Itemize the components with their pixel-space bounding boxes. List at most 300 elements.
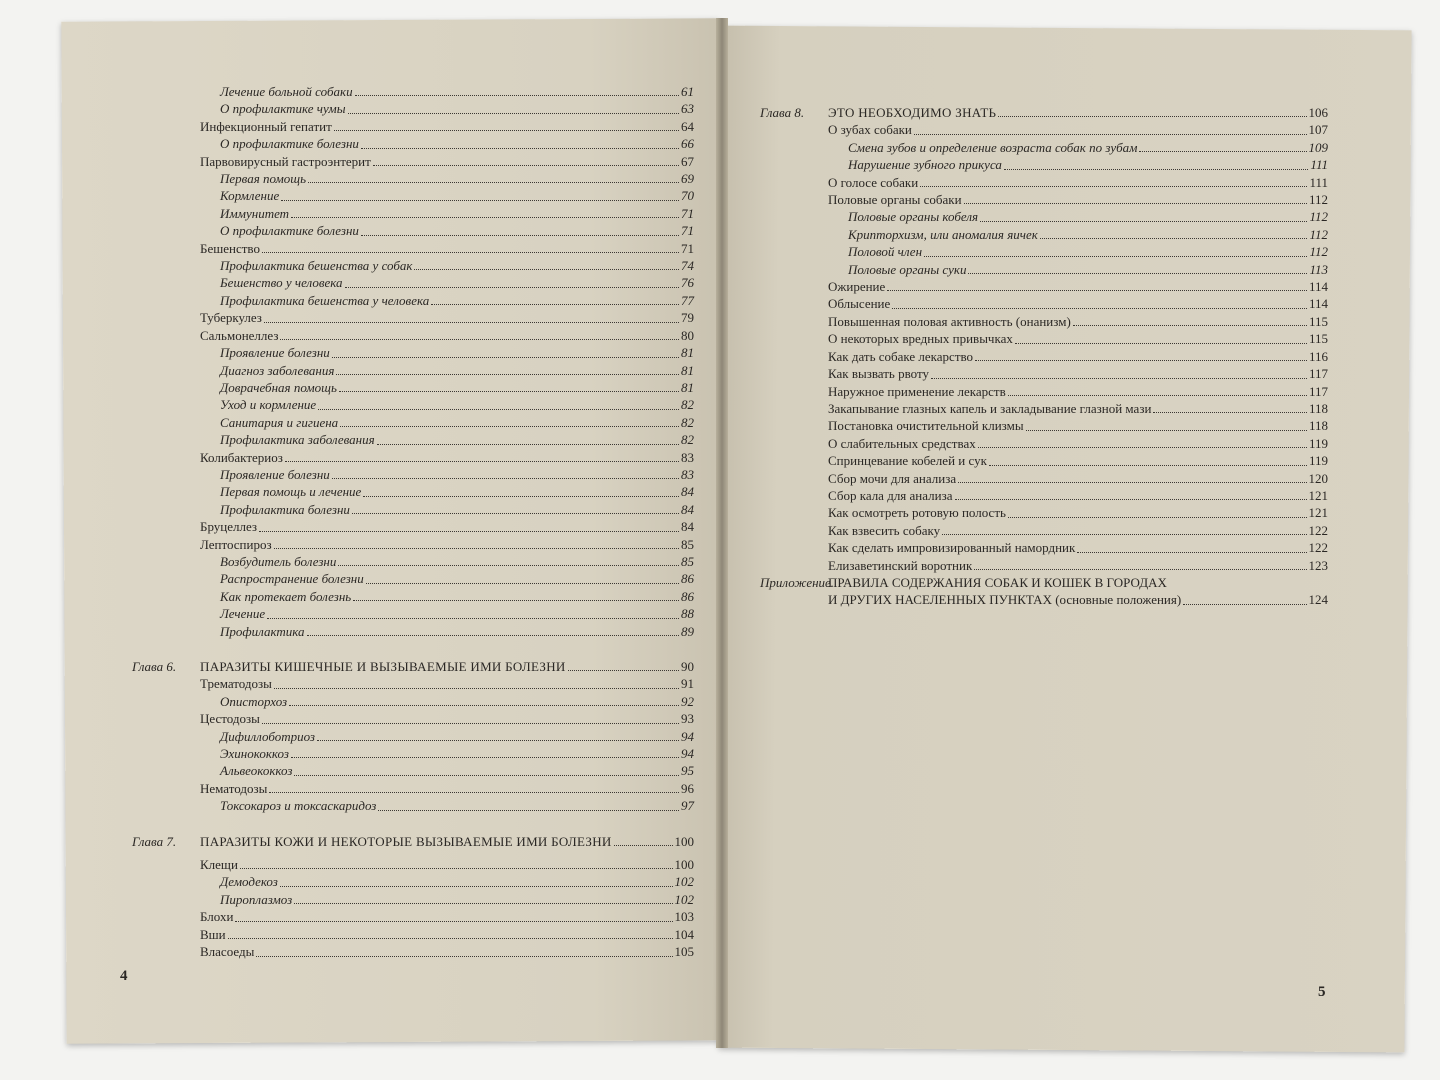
entry-title: Бешенство xyxy=(200,240,260,256)
page-ref: 81 xyxy=(681,379,694,395)
entry-title: Профилактика бешенства у человека xyxy=(220,292,430,308)
dot-leader xyxy=(1073,314,1307,326)
page-ref: 112 xyxy=(1309,244,1328,260)
toc-subsection xyxy=(132,170,694,187)
toc-section xyxy=(760,400,1328,417)
dot-leader xyxy=(363,485,679,497)
toc-section xyxy=(760,365,1328,382)
dot-leader xyxy=(892,297,1307,309)
dot-leader xyxy=(361,224,679,236)
page-ref: 123 xyxy=(1308,557,1328,573)
toc-subsection xyxy=(132,344,694,361)
page-ref: 89 xyxy=(681,623,694,639)
chapter-heading xyxy=(132,658,694,675)
dot-leader xyxy=(614,834,673,846)
entry-title: Закапывание глазных капель и закладывание глазной мази xyxy=(828,400,1152,416)
dot-leader xyxy=(887,279,1307,291)
appendix-heading xyxy=(760,574,1328,591)
toc-subsection xyxy=(132,466,694,483)
entry-title: Парвовирусный гастроэнтерит xyxy=(200,153,371,169)
toc-section xyxy=(760,191,1328,208)
dot-leader xyxy=(262,241,679,253)
dot-leader xyxy=(281,189,679,201)
toc-section xyxy=(132,856,694,873)
dot-leader xyxy=(256,945,672,957)
entry-title: Сбор кала для анализа xyxy=(828,487,953,503)
toc-subsection xyxy=(760,243,1328,260)
page-ref: 97 xyxy=(681,798,694,814)
page-ref: 103 xyxy=(674,909,694,925)
dot-leader xyxy=(280,328,679,340)
entry-title: Проявление болезни xyxy=(220,466,330,482)
toc-section xyxy=(760,383,1328,400)
appendix-title-line1: ПРАВИЛА СОДЕРЖАНИЯ СОБАК И КОШЕК В ГОРОДАХ xyxy=(828,574,1167,590)
page-ref: 105 xyxy=(674,944,694,960)
dot-leader xyxy=(340,415,679,427)
page-ref: 85 xyxy=(681,553,694,569)
dot-leader xyxy=(294,892,672,904)
entry-title: Профилактика болезни xyxy=(220,501,350,517)
chapter-title: ПАРАЗИТЫ КИШЕЧНЫЕ И ВЫЗЫВАЕМЫЕ ИМИ БОЛЕЗНИ xyxy=(200,659,566,674)
page-ref: 67 xyxy=(681,153,694,169)
page-ref: 80 xyxy=(681,327,694,343)
dot-leader xyxy=(920,175,1307,187)
entry-title: Клещи xyxy=(200,857,238,873)
entry-title: Первая помощь xyxy=(220,171,307,187)
dot-leader xyxy=(336,363,679,375)
entry-title: Постановка очистительной клизмы xyxy=(828,418,1024,434)
entry-title: О слабительных средствах xyxy=(828,435,976,451)
entry-title: Бешенство у человека xyxy=(220,275,343,291)
page-ref: 106 xyxy=(1308,105,1328,120)
toc-subsection xyxy=(132,187,694,204)
toc-section xyxy=(760,539,1328,556)
page-ref: 91 xyxy=(681,676,694,692)
toc-section xyxy=(132,153,694,170)
page-ref: 76 xyxy=(681,275,694,291)
entry-title: Как сделать импровизированный намордник xyxy=(828,540,1076,556)
entry-title: Эхинококкоз xyxy=(220,746,289,762)
page-ref: 86 xyxy=(681,571,694,587)
toc-subsection xyxy=(132,553,694,570)
page-ref: 100 xyxy=(674,857,694,873)
dot-leader xyxy=(377,433,679,445)
dot-leader xyxy=(355,84,679,96)
dot-leader xyxy=(1008,384,1307,396)
page-ref: 119 xyxy=(1308,435,1328,451)
page-ref: 119 xyxy=(1308,453,1328,469)
entry-title: Инфекционный гепатит xyxy=(200,118,332,134)
dot-leader xyxy=(274,677,679,689)
dot-leader xyxy=(978,436,1307,448)
page-ref: 117 xyxy=(1308,383,1328,399)
dot-leader xyxy=(338,554,679,566)
chapter-label: Глава 6. xyxy=(132,659,177,674)
toc-left xyxy=(132,83,694,961)
page-ref: 94 xyxy=(681,746,694,762)
dot-leader xyxy=(989,454,1307,466)
page-ref: 112 xyxy=(1308,192,1328,208)
toc-section xyxy=(760,121,1328,138)
dot-leader xyxy=(924,245,1307,257)
dot-leader xyxy=(332,346,679,358)
entry-title: Цестодозы xyxy=(200,711,260,727)
page-ref: 82 xyxy=(681,414,694,430)
toc-subsection xyxy=(760,208,1328,225)
dot-leader xyxy=(1183,593,1306,605)
page-ref: 64 xyxy=(681,118,694,134)
dot-leader xyxy=(240,857,673,869)
toc-subsection xyxy=(132,693,694,710)
toc-section xyxy=(760,452,1328,469)
entry-title: Уход и кормление xyxy=(220,397,317,413)
toc-subsection xyxy=(760,156,1328,173)
toc-subsection xyxy=(132,274,694,291)
toc-subsection xyxy=(132,501,694,518)
entry-title: Токсокароз и токсаскаридоз xyxy=(220,798,377,814)
page-ref: 95 xyxy=(681,763,694,779)
toc-subsection xyxy=(132,292,694,309)
toc-section xyxy=(760,174,1328,191)
entry-title: О зубах собаки xyxy=(828,122,912,138)
page-ref: 83 xyxy=(681,449,694,465)
page-ref: 107 xyxy=(1308,122,1328,138)
toc-subsection xyxy=(132,135,694,152)
dot-leader xyxy=(267,607,679,619)
dot-leader xyxy=(975,349,1307,361)
page-ref: 96 xyxy=(681,780,694,796)
page-ref: 111 xyxy=(1310,157,1328,173)
entry-title: Половые органы собаки xyxy=(828,192,962,208)
entry-title: О профилактике болезни xyxy=(220,136,359,152)
page-ref: 111 xyxy=(1309,174,1328,190)
entry-title: Как вызвать рвоту xyxy=(828,366,929,382)
dot-leader xyxy=(348,102,679,114)
entry-title: Как протекает болезнь xyxy=(220,588,352,604)
entry-title: Профилактика xyxy=(220,623,305,639)
toc-section xyxy=(760,470,1328,487)
entry-title: Половые органы суки xyxy=(848,261,967,277)
toc-subsection xyxy=(132,379,694,396)
entry-title: Кормление xyxy=(220,188,280,204)
toc-section xyxy=(132,118,694,135)
toc-subsection xyxy=(760,261,1328,278)
toc-section xyxy=(760,557,1328,574)
page-ref: 118 xyxy=(1308,418,1328,434)
toc-subsection xyxy=(132,100,694,117)
dot-leader xyxy=(291,746,679,758)
page-ref: 61 xyxy=(681,84,694,99)
toc-subsection xyxy=(132,588,694,605)
toc-subsection xyxy=(132,205,694,222)
dot-leader xyxy=(318,398,679,410)
entry-title: Нарушение зубного прикуса xyxy=(848,157,1002,173)
page-ref: 116 xyxy=(1308,348,1328,364)
dot-leader xyxy=(353,589,679,601)
dot-leader xyxy=(228,927,673,939)
entry-title: Как дать собаке лекарство xyxy=(828,348,974,364)
dot-leader xyxy=(1139,140,1306,152)
entry-title: Альвеококкоз xyxy=(220,763,293,779)
dot-leader xyxy=(568,659,679,671)
toc-subsection xyxy=(132,570,694,587)
page-ref: 121 xyxy=(1308,505,1328,521)
book-spine xyxy=(716,18,728,1048)
dot-leader xyxy=(914,123,1307,135)
page-ref: 104 xyxy=(674,926,694,942)
toc-subsection xyxy=(132,728,694,745)
dot-leader xyxy=(308,171,679,183)
page-number-left: 4 xyxy=(120,968,128,984)
toc-section xyxy=(132,710,694,727)
dot-leader xyxy=(958,471,1306,483)
page-ref: 81 xyxy=(681,362,694,378)
page-ref: 71 xyxy=(681,205,694,221)
dot-leader xyxy=(431,293,679,305)
page-ref: 109 xyxy=(1308,139,1328,155)
toc-subsection xyxy=(132,605,694,622)
page-ref: 82 xyxy=(681,397,694,413)
toc-subsection xyxy=(132,483,694,500)
entry-title: Доврачебная помощь xyxy=(220,379,337,395)
page-ref: 63 xyxy=(681,101,694,117)
toc-subsection xyxy=(132,745,694,762)
entry-title: Лечение xyxy=(220,606,266,622)
toc-section xyxy=(760,278,1328,295)
dot-leader xyxy=(1026,419,1307,431)
dot-leader xyxy=(339,380,679,392)
entry-title: Смена зубов и определение возраста собак по зубам xyxy=(848,139,1138,155)
toc-subsection xyxy=(132,797,694,814)
entry-title: Первая помощь и лечение xyxy=(220,484,362,500)
page-ref: 74 xyxy=(681,258,694,274)
page-ref: 124 xyxy=(1308,592,1328,608)
dot-leader xyxy=(274,537,679,549)
entry-title: Лептоспироз xyxy=(200,536,272,552)
entry-title: Демодекоз xyxy=(220,874,278,890)
dot-leader xyxy=(378,799,679,811)
toc-section xyxy=(132,240,694,257)
toc-section xyxy=(760,330,1328,347)
dot-leader xyxy=(1008,506,1307,518)
toc-subsection xyxy=(132,762,694,779)
toc-section xyxy=(760,313,1328,330)
toc-subsection xyxy=(132,891,694,908)
entry-title: Елизаветинский воротник xyxy=(828,557,973,573)
dot-leader xyxy=(955,488,1307,500)
page-ref: 84 xyxy=(681,501,694,517)
page-ref: 90 xyxy=(681,659,694,674)
chapter-title: ПАРАЗИТЫ КОЖИ И НЕКОТОРЫЕ ВЫЗЫВАЕМЫЕ ИМИ БОЛЕЗНИ xyxy=(200,833,612,849)
dot-leader xyxy=(269,781,679,793)
dot-leader xyxy=(334,119,679,131)
toc-section xyxy=(760,522,1328,539)
entry-title: Описторхоз xyxy=(220,693,288,709)
chapter-label: Глава 7. xyxy=(132,833,177,849)
entry-title: Ожирение xyxy=(828,279,886,295)
page-ref: 84 xyxy=(681,519,694,535)
dot-leader xyxy=(280,875,673,887)
page-number-right: 5 xyxy=(1318,984,1326,1000)
dot-leader xyxy=(1015,332,1307,344)
dot-leader xyxy=(294,764,679,776)
page-ref: 93 xyxy=(681,711,694,727)
toc-subsection xyxy=(760,226,1328,243)
toc-section xyxy=(132,926,694,943)
page-ref: 115 xyxy=(1308,331,1328,347)
entry-title: Лечение больной собаки xyxy=(220,84,353,99)
toc-subsection xyxy=(760,139,1328,156)
toc-subsection xyxy=(132,431,694,448)
entry-title: Профилактика бешенства у собак xyxy=(220,258,413,274)
toc-section xyxy=(760,417,1328,434)
toc-subsection xyxy=(132,362,694,379)
page-ref: 70 xyxy=(681,188,694,204)
chapter-title: ЭТО НЕОБХОДИМО ЗНАТЬ xyxy=(828,105,997,120)
appendix-label: Приложение. xyxy=(760,574,835,590)
entry-title: Профилактика заболевания xyxy=(220,432,375,448)
appendix-note: (основные положения) xyxy=(1051,592,1182,608)
dot-leader xyxy=(291,206,679,218)
page-ref: 117 xyxy=(1308,366,1328,382)
entry-title: Блохи xyxy=(200,909,234,925)
page-ref: 94 xyxy=(681,728,694,744)
dot-leader xyxy=(964,192,1307,204)
entry-title: Сальмонеллез xyxy=(200,327,279,343)
entry-title: Бруцеллез xyxy=(200,519,258,535)
page-ref: 121 xyxy=(1308,487,1328,503)
toc-section xyxy=(132,449,694,466)
toc-section xyxy=(760,504,1328,521)
page-ref: 69 xyxy=(681,171,694,187)
page-ref: 92 xyxy=(681,693,694,709)
page-ref: 77 xyxy=(681,292,694,308)
page-ref: 81 xyxy=(681,345,694,361)
entry-title: Половые органы кобеля xyxy=(848,209,979,225)
entry-title: Возбудитель болезни xyxy=(220,553,337,569)
page-ref: 114 xyxy=(1308,279,1328,295)
entry-title: Колибактериоз xyxy=(200,449,283,465)
dot-leader xyxy=(352,502,679,514)
page-ref: 86 xyxy=(681,588,694,604)
page-ref: 115 xyxy=(1308,313,1328,329)
entry-title: Вши xyxy=(200,926,226,942)
entry-title: Туберкулез xyxy=(200,310,262,326)
toc-section xyxy=(132,675,694,692)
page-ref: 102 xyxy=(674,891,694,907)
page-ref: 112 xyxy=(1309,226,1328,242)
entry-title: Крипторхизм, или аномалия яичек xyxy=(848,226,1038,242)
dot-leader xyxy=(1040,227,1308,239)
dot-leader xyxy=(931,367,1307,379)
dot-leader xyxy=(414,258,679,270)
entry-title: Дифиллоботриоз xyxy=(220,728,315,744)
toc-section xyxy=(132,518,694,535)
toc-subsection xyxy=(132,83,694,100)
page-ref: 71 xyxy=(681,223,694,239)
toc-section xyxy=(132,908,694,925)
toc-subsection xyxy=(132,623,694,640)
dot-leader xyxy=(285,450,679,462)
toc-subsection xyxy=(132,222,694,239)
page-ref: 71 xyxy=(681,240,694,256)
dot-leader xyxy=(1153,401,1307,413)
entry-title: Нематодозы xyxy=(200,780,268,796)
dot-leader xyxy=(235,910,672,922)
entry-title: Как взвесить собаку xyxy=(828,522,941,538)
entry-title: Пироплазмоз xyxy=(220,891,293,907)
dot-leader xyxy=(1077,541,1306,553)
dot-leader xyxy=(264,311,679,323)
dot-leader xyxy=(998,105,1306,117)
entry-title: Наружное применение лекарств xyxy=(828,383,1006,399)
entry-title: О профилактике болезни xyxy=(220,223,359,239)
dot-leader xyxy=(1004,158,1309,170)
dot-leader xyxy=(259,520,679,532)
entry-title: Санитария и гигиена xyxy=(220,414,339,430)
dot-leader xyxy=(262,712,679,724)
page-ref: 114 xyxy=(1308,296,1328,312)
toc-subsection xyxy=(132,396,694,413)
dot-leader xyxy=(980,210,1307,222)
appendix-title-continued xyxy=(760,591,1328,608)
toc-section xyxy=(760,435,1328,452)
page-ref: 83 xyxy=(681,466,694,482)
entry-title: Власоеды xyxy=(200,944,255,960)
dot-leader xyxy=(289,694,679,706)
entry-title: Распространение болезни xyxy=(220,571,364,587)
page-ref: 102 xyxy=(674,874,694,890)
entry-title: Как осмотреть ротовую полость xyxy=(828,505,1006,521)
chapter-heading xyxy=(760,104,1328,121)
toc-section xyxy=(760,487,1328,504)
appendix-title-line2: И ДРУГИХ НАСЕЛЕННЫХ ПУНКТАХ xyxy=(828,592,1052,608)
dot-leader xyxy=(942,523,1306,535)
dot-leader xyxy=(974,558,1306,570)
dot-leader xyxy=(307,624,680,636)
page-ref: 120 xyxy=(1308,470,1328,486)
dot-leader xyxy=(317,729,679,741)
toc-subsection xyxy=(132,873,694,890)
dot-leader xyxy=(968,262,1307,274)
toc-subsection xyxy=(132,257,694,274)
entry-title: Спринцевание кобелей и сук xyxy=(828,453,987,469)
toc-section xyxy=(132,327,694,344)
page-ref: 122 xyxy=(1308,522,1328,538)
page-ref: 113 xyxy=(1309,261,1328,277)
page-ref: 100 xyxy=(674,833,694,849)
toc-section xyxy=(132,780,694,797)
entry-title: Проявление болезни xyxy=(220,345,330,361)
toc-section xyxy=(132,309,694,326)
entry-title: Сбор мочи для анализа xyxy=(828,470,957,486)
entry-title: О голосе собаки xyxy=(828,174,919,190)
dot-leader xyxy=(373,154,679,166)
toc-section xyxy=(760,295,1328,312)
page-ref: 66 xyxy=(681,136,694,152)
page-ref: 79 xyxy=(681,310,694,326)
dot-leader xyxy=(345,276,679,288)
page-ref: 82 xyxy=(681,432,694,448)
entry-title: О профилактике чумы xyxy=(220,101,346,117)
entry-title: Половой член xyxy=(848,244,923,260)
toc-section xyxy=(760,348,1328,365)
page-ref: 88 xyxy=(681,606,694,622)
page-ref: 112 xyxy=(1309,209,1328,225)
dot-leader xyxy=(361,137,679,149)
dot-leader xyxy=(366,572,679,584)
page-ref: 84 xyxy=(681,484,694,500)
